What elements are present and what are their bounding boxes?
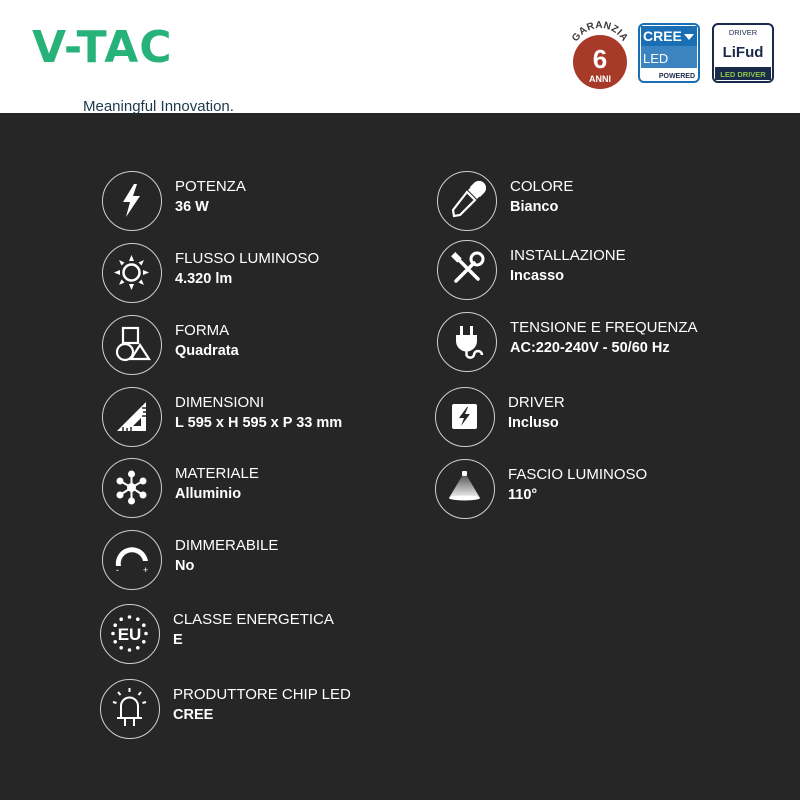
lifud-brand: LiFud	[722, 44, 764, 61]
shapes-icon	[102, 315, 162, 375]
spec-value: Alluminio	[175, 486, 242, 502]
spec-label: MATERIALE	[175, 465, 259, 482]
warranty-badge	[568, 16, 632, 92]
warranty-title: GARANZIA	[570, 19, 630, 44]
warranty-unit: ANNI	[589, 74, 611, 84]
spec-label: FASCIO LUMINOSO	[508, 466, 648, 483]
spec-label: POTENZA	[175, 178, 246, 195]
logo-wordmark: V-TAC	[32, 22, 173, 73]
svg-text:EU: EU	[117, 625, 142, 644]
spec-value: Incluso	[508, 415, 559, 431]
set-square-icon	[102, 387, 162, 447]
spec-value: Bianco	[510, 199, 559, 215]
lifud-driver-badge	[712, 23, 774, 83]
spec-value: CREE	[173, 707, 214, 723]
spec-label: DRIVER	[508, 394, 565, 411]
svg-text:+: +	[143, 565, 149, 575]
spec-label: DIMMERABILE	[175, 537, 279, 554]
spec-value: No	[175, 558, 195, 574]
spec-label: FLUSSO LUMINOSO	[175, 250, 320, 267]
spec-label: TENSIONE E FREQUENZA	[510, 319, 698, 336]
spec-value: AC:220-240V - 50/60 Hz	[510, 340, 670, 356]
lifud-driver-top: DRIVER	[728, 28, 758, 37]
driver-icon	[435, 387, 495, 447]
cree-led-badge	[638, 23, 700, 83]
warranty-years: 6	[592, 44, 608, 74]
lightning-icon	[102, 171, 162, 231]
molecule-icon	[102, 458, 162, 518]
eu-energy-icon	[100, 604, 160, 664]
spec-value: Quadrata	[175, 343, 239, 359]
spec-label: CLASSE ENERGETICA	[173, 611, 334, 628]
plug-icon	[437, 312, 497, 372]
spec-label: INSTALLAZIONE	[510, 247, 626, 264]
spec-value: 4.320 lm	[175, 271, 233, 287]
spec-label: COLORE	[510, 178, 574, 195]
cree-powered-text: POWERED	[658, 73, 695, 80]
sun-icon	[102, 243, 162, 303]
spec-value: 36 W	[175, 199, 209, 215]
spec-value: L 595 x H 595 x P 33 mm	[175, 415, 343, 431]
cree-brand: CREE	[643, 28, 682, 44]
tools-icon	[437, 240, 497, 300]
cree-led-text: LED	[643, 51, 669, 66]
logo-tagline: Meaningful Innovation.	[83, 98, 234, 115]
spec-label: DIMENSIONI	[175, 394, 265, 411]
dimmer-icon	[102, 530, 162, 590]
spec-label: FORMA	[175, 322, 230, 339]
led-chip-icon	[100, 679, 160, 739]
spec-value: Incasso	[510, 268, 564, 284]
svg-text:-: -	[116, 565, 119, 575]
spec-value: 110°	[508, 487, 538, 503]
lifud-led-driver: LED DRIVER	[720, 70, 766, 79]
color-picker-icon	[437, 171, 497, 231]
spec-label: PRODUTTORE CHIP LED	[173, 686, 351, 703]
beam-angle-icon	[435, 459, 495, 519]
spec-value: E	[173, 632, 183, 648]
header	[0, 0, 800, 113]
